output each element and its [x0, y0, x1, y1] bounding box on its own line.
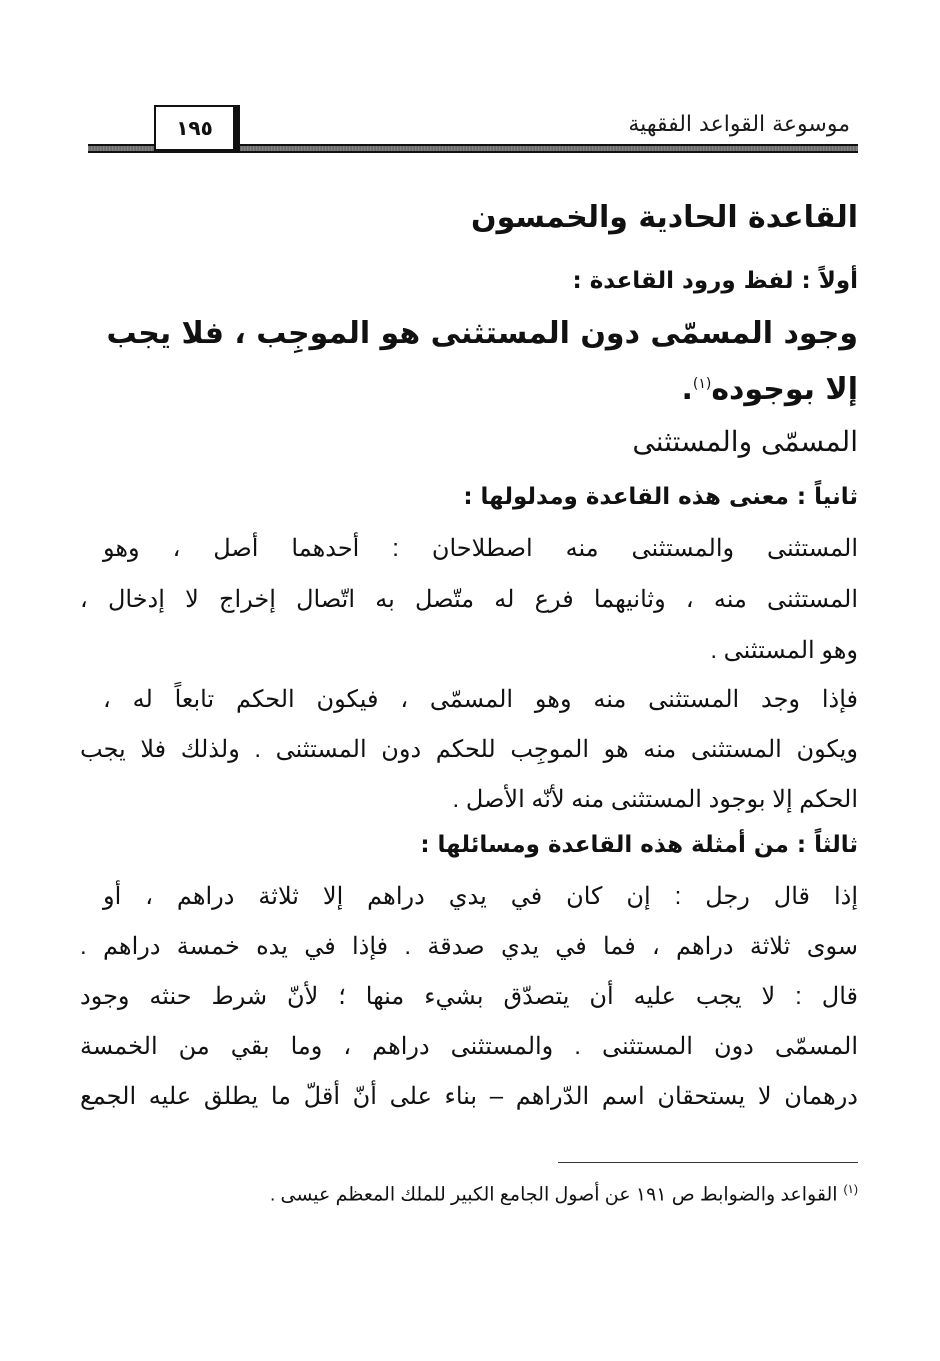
paragraph-1-line-1: المستثنى والمستثنى منه اصطلاحان : أحدهما أصل ، وهو — [103, 535, 858, 562]
footnote — [270, 1182, 858, 1206]
footnote-divider — [558, 1162, 858, 1163]
rule-text-line-2 — [681, 372, 858, 407]
keyword-label: المسمّى والمستثنى — [632, 425, 858, 458]
rule-title: القاعدة الحادية والخمسون — [471, 200, 858, 235]
footnote-number: (١) — [843, 1182, 858, 1196]
paragraph-3-line-4: المسمّى دون المستثنى . والمستثنى دراهم ، وما بقي من الخمسة — [80, 1033, 858, 1060]
footnote-text: القواعد والضوابط ص ١٩١ عن أصول الجامع الكبير للملك المعظم عيسى . — [269, 1184, 838, 1206]
paragraph-2-line-3: الحكم إلا بوجود المستثنى منه لأنّه الأصل . — [452, 786, 858, 813]
paragraph-3-line-1: إذا قال رجل : إن كان في يدي دراهم إلا ثلاثة دراهم ، أو — [103, 883, 858, 910]
footnote-reference[interactable]: (١) — [692, 376, 712, 392]
page-number: ١٩٥ — [154, 105, 240, 151]
section-heading-meaning: ثانياً : معنى هذه القاعدة ومدلولها : — [463, 484, 858, 510]
paragraph-3-line-5: درهمان لا يستحقان اسم الدّراهم – بناء على أنّ أقلّ ما يطلق عليه الجمع — [80, 1083, 858, 1110]
paragraph-1-line-3: وهو المستثنى . — [710, 637, 858, 664]
paragraph-1-line-2: المستثنى منه ، وثانيهما فرع له متّصل به اتّصال إخراج لا إدخال ، — [80, 586, 858, 613]
rule-text-line-2-text: إلا بوجوده — [711, 372, 858, 407]
rule-text-line-1: وجود المسمّى دون المستثنى هو الموجِب ، فلا يجب — [106, 316, 858, 351]
running-header-title: موسوعة القواعد الفقهية — [628, 112, 850, 137]
section-heading-examples: ثالثاً : من أمثلة هذه القاعدة ومسائلها : — [420, 832, 858, 858]
section-heading-wording: أولاً : لفظ ورود القاعدة : — [572, 268, 858, 294]
paragraph-2-line-2: ويكون المستثنى منه هو الموجِب للحكم دون المستثنى . ولذلك فلا يجب — [80, 736, 858, 763]
rule-text-end: . — [681, 372, 693, 407]
paragraph-3-line-3: قال : لا يجب عليه أن يتصدّق بشيء منها ؛ لأنّ شرط حنثه وجود — [80, 983, 858, 1010]
paragraph-2-line-1: فإذا وجد المستثنى منه وهو المسمّى ، فيكون الحكم تابعاً له ، — [103, 686, 859, 713]
paragraph-3-line-2: سوى ثلاثة دراهم ، فما في يدي صدقة . فإذا في يده خمسة دراهم . — [80, 933, 858, 960]
